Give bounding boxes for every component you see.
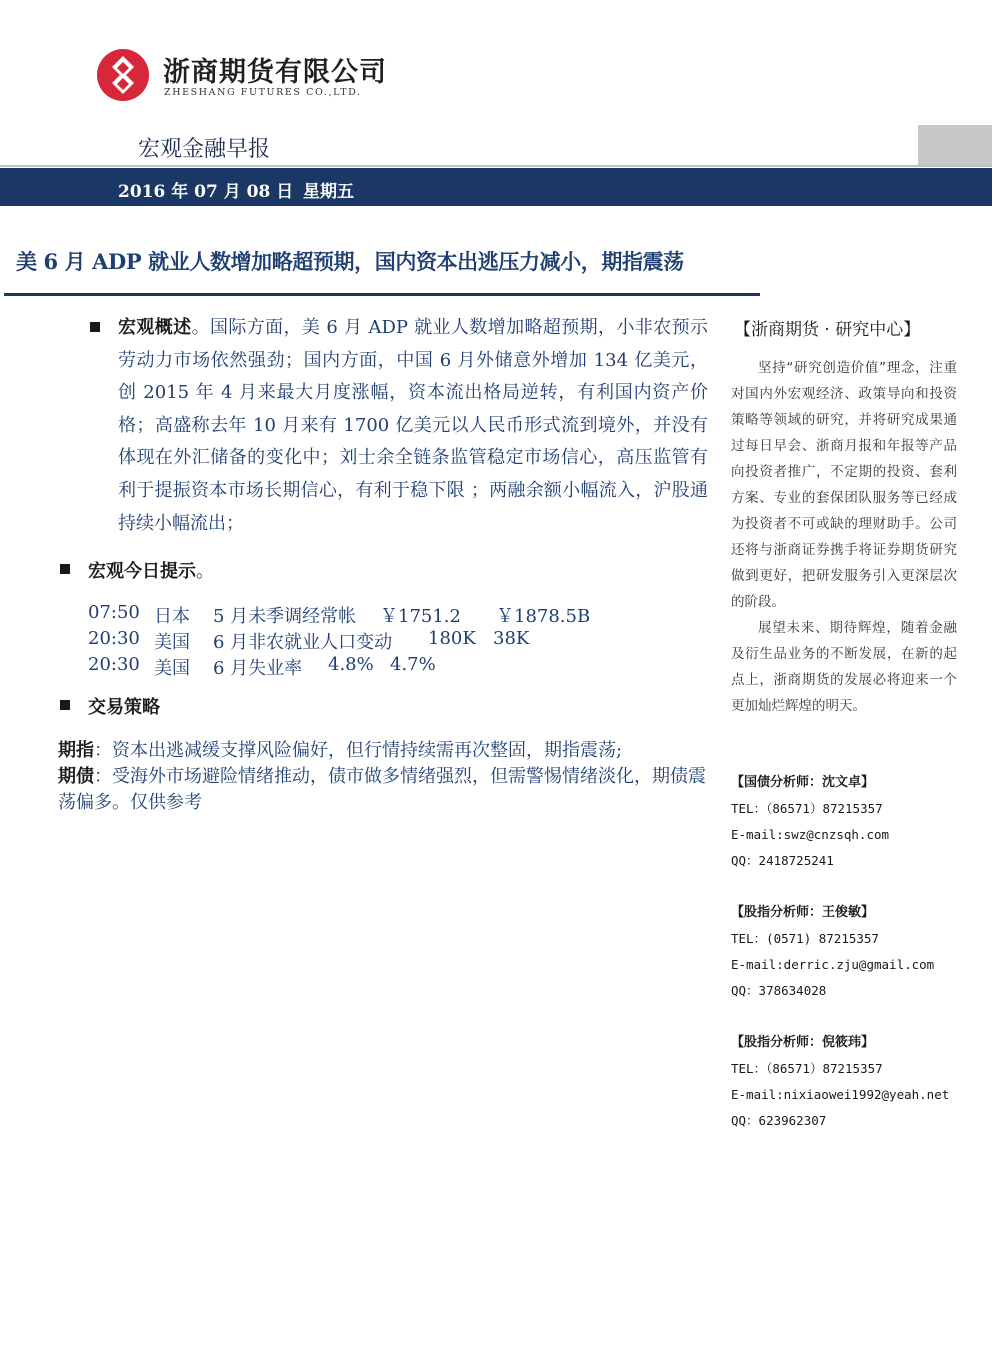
analyst-card [731, 770, 971, 874]
analyst-email: E-mail:nixiaowei1992@yeah.net [731, 1087, 950, 1102]
overview-bullet-icon [90, 322, 100, 332]
strategy-label: 期指 [58, 740, 94, 761]
cal-item: 5 月未季调经常帐 [213, 606, 357, 627]
intro-paragraph: 坚持“研究创造价值”理念，注重对国内外宏观经济、政策导向和投资策略等领域的研究，并将研究成果通过每日早会、浙商月报和年报等产品向投资者推广，不定期的投资、套利方案、专业的套保团队服务等已经成为投资者不可或缺的理财助手。公司还将与浙商证券携手将证券期货研究做到更好，把研发服务引入更深层次的阶段。 [731, 360, 957, 610]
cal-country: 美国 [154, 658, 190, 679]
analyst-tel: TEL：(0571) 87215357 [731, 931, 879, 946]
cal-time: 07:50 [88, 602, 140, 623]
analyst-tel: TEL：（86571）87215357 [731, 1061, 883, 1076]
overview-title: 宏观概述 [118, 317, 192, 338]
company-logo-icon [96, 48, 150, 102]
cal-item: 6 月非农就业人口变动 [213, 632, 393, 653]
strategy-text: ：资本出逃减缓支撑风险偏好，但行情持续需再次整固，期指震荡; [94, 740, 623, 761]
analyst-qq: QQ：378634028 [731, 983, 827, 998]
analyst-title: 【股指分析师：倪筱玮】 [731, 1035, 875, 1050]
headline-divider [4, 293, 760, 296]
analyst-qq: QQ：2418725241 [731, 853, 834, 868]
header-decoration [918, 125, 992, 165]
header-divider [0, 165, 992, 167]
report-date: 2016 年 07 月 08 日 [118, 182, 294, 202]
analyst-card [731, 900, 971, 1004]
analyst-email: E-mail:derric.zju@gmail.com [731, 957, 935, 972]
analyst-tel: TEL：（86571）87215357 [731, 801, 883, 816]
strategy-text: ：受海外市场避险情绪推动，债市做多情绪强烈，但需警惕情绪淡化，期债震荡偏多。仅供参考 [58, 766, 706, 813]
strategy-item [58, 738, 718, 764]
cal-country: 美国 [154, 632, 190, 653]
analyst-title: 【国债分析师：沈文卓】 [731, 775, 875, 790]
analyst-qq: QQ：623962307 [731, 1113, 827, 1128]
cal-forecast: ￥1878.5B [496, 606, 591, 627]
analyst-title: 【股指分析师：王俊敏】 [731, 905, 875, 920]
strategy-section [58, 738, 718, 816]
calendar-bullet-icon [60, 564, 70, 574]
cal-item: 6 月失业率 [213, 658, 303, 679]
cal-previous: 180K [428, 628, 476, 649]
cal-time: 20:30 [88, 628, 140, 649]
intro-paragraph: 展望未来、期待辉煌，随着金融及衍生品业务的不断发展，在新的起点上，浙商期货的发展必将迎来一个更加灿烂辉煌的明天。 [731, 620, 957, 714]
report-type: 宏观金融早报 [138, 137, 271, 162]
cal-time: 20:30 [88, 654, 140, 675]
cal-previous: 4.8% [328, 654, 374, 675]
cal-previous: ￥1751.2 [380, 606, 461, 627]
strategy-label: 期债 [58, 766, 94, 787]
research-center-title: 【浙商期货 · 研究中心】 [734, 320, 921, 340]
report-weekday: 星期五 [303, 182, 354, 202]
calendar-title-suffix: 。 [196, 561, 214, 582]
analyst-email: E-mail:swz@cnzsqh.com [731, 827, 890, 842]
strategy-title: 交易策略 [88, 697, 160, 718]
company-name-cn: 浙商期货有限公司 [163, 57, 387, 88]
cal-country: 日本 [154, 606, 190, 627]
company-name-en: ZHESHANG FUTURES CO.,LTD. [164, 87, 362, 98]
strategy-item [58, 764, 718, 816]
cal-forecast: 4.7% [390, 654, 436, 675]
overview-body: 国际方面，美 6 月 ADP 就业人数增加略超预期，小非农预示劳动力市场依然强劲；国内方面，中国 6 月外储意外增加 134 亿美元，创 2015 年 4 月来最大月度涨幅，资本流出格局逆转，有利国内资产价格；高盛称去年 10 月来有 1700 亿美元以人民币形式流到境外，并没有体现在外汇储备的变化中；刘士余全链条监管稳定市场信心，高压监管有利于提振资本市场长期信心，有利于稳下限 ；两融余额小幅流入，沪股通持续小幅流出； [118, 317, 708, 534]
overview-title-suffix: 。 [191, 317, 210, 338]
calendar-title [88, 557, 214, 583]
analyst-card [731, 1030, 971, 1134]
overview-section [118, 312, 708, 540]
strategy-bullet-icon [60, 700, 70, 710]
page-headline: 美 6 月 ADP 就业人数增加略超预期，国内资本出逃压力减小，期指震荡 [16, 249, 684, 274]
cal-forecast: 38K [493, 628, 530, 649]
calendar-title-text: 宏观今日提示 [88, 561, 196, 582]
research-center-intro [731, 355, 957, 719]
